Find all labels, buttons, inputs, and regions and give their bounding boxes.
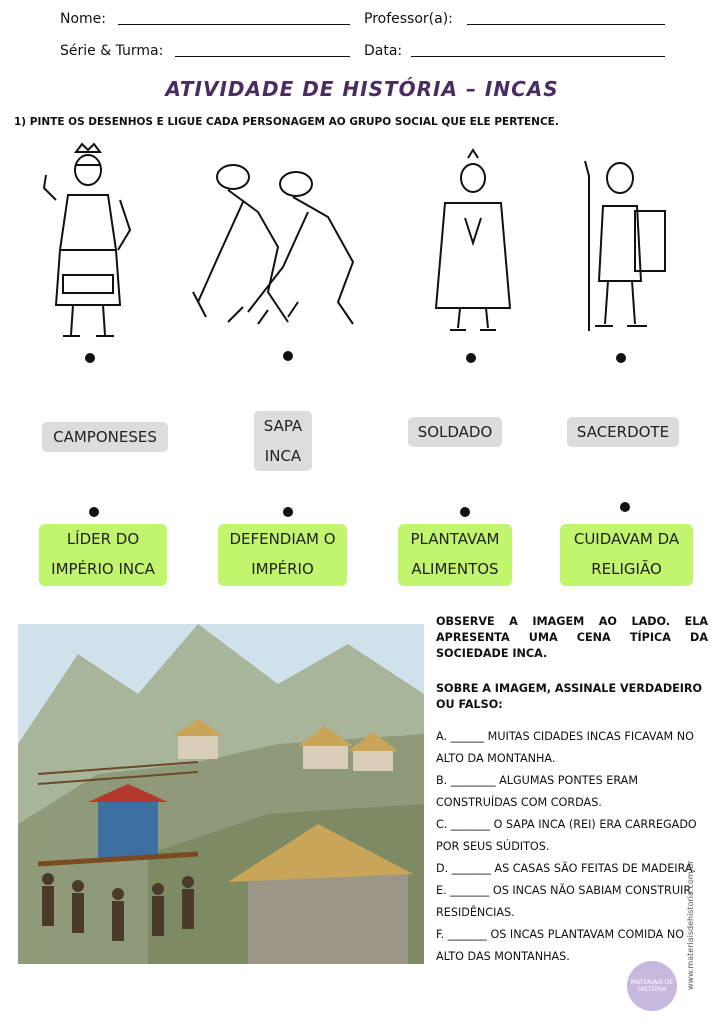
class-field[interactable] [175, 56, 350, 57]
connect-dot[interactable] [620, 502, 630, 512]
item-b[interactable]: B. ________ ALGUMAS PONTES ERAM CONSTRUÍDAS COM CORDAS. [436, 774, 638, 809]
group-camponeses: CAMPONESES [42, 422, 168, 452]
soldier-icon [575, 156, 671, 336]
group-sacerdote: SACERDOTE [567, 417, 679, 447]
connect-dot[interactable] [460, 507, 470, 517]
connect-dot[interactable] [466, 353, 476, 363]
connect-dot[interactable] [616, 353, 626, 363]
item-c[interactable]: C. _______ O SAPA INCA (REI) ERA CARREGADO POR SEUS SÚDITOS. [436, 818, 697, 853]
logo-badge: MATERIAIS DE HISTÓRIA [627, 961, 677, 1011]
connect-dot[interactable] [283, 507, 293, 517]
inca-king-icon [38, 140, 138, 345]
side-url: www.materiaisdehistoria.com.br [686, 860, 695, 990]
group-soldado: SOLDADO [408, 417, 502, 447]
page-title: ATIVIDADE DE HISTÓRIA – INCAS [165, 77, 559, 101]
teacher-field[interactable] [467, 24, 665, 25]
item-d[interactable]: D. _______ AS CASAS SÃO FEITAS DE MADEIRA. [436, 862, 696, 875]
date-label: Data: [364, 43, 403, 59]
connect-dot[interactable] [89, 507, 99, 517]
connect-dot[interactable] [283, 351, 293, 361]
observe-text: OBSERVE A IMAGEM AO LADO. ELA APRESENTA UMA CENA TÍPICA DA SOCIEDADE INCA. [436, 615, 708, 660]
role-defend: DEFENDIAM O IMPÉRIO [218, 524, 347, 586]
item-f[interactable]: F. _______ OS INCAS PLANTAVAM COMIDA NO ALTO DAS MONTANHAS. [436, 928, 685, 963]
peasants-icon [188, 152, 378, 330]
date-field[interactable] [411, 56, 665, 57]
role-leader: LÍDER DO IMPÉRIO INCA [39, 524, 167, 586]
role-religion: CUIDAVAM DA RELIGIÃO [560, 524, 693, 586]
role-plant: PLANTAVAM ALIMENTOS [398, 524, 512, 586]
priest-icon [430, 148, 516, 338]
name-label: Nome: [60, 11, 107, 27]
group-sapa-inca: SAPA INCA [254, 411, 312, 471]
teacher-label: Professor(a): [364, 11, 453, 27]
item-a[interactable]: A. ______ MUITAS CIDADES INCAS FICAVAM NO ALTO DA MONTANHA. [436, 730, 694, 765]
name-field[interactable] [118, 24, 350, 25]
item-e[interactable]: E. _______ OS INCAS NÃO SABIAM CONSTRUIR RESIDÊNCIAS. [436, 884, 692, 919]
inca-scene-image [18, 624, 424, 964]
question-1: 1) PINTE OS DESENHOS E LIGUE CADA PERSONAGEM AO GRUPO SOCIAL QUE ELE PERTENCE. [14, 116, 559, 128]
instruction-text: SOBRE A IMAGEM, ASSINALE VERDADEIRO OU FALSO: [436, 682, 703, 711]
connect-dot[interactable] [85, 353, 95, 363]
class-label: Série & Turma: [60, 43, 164, 59]
